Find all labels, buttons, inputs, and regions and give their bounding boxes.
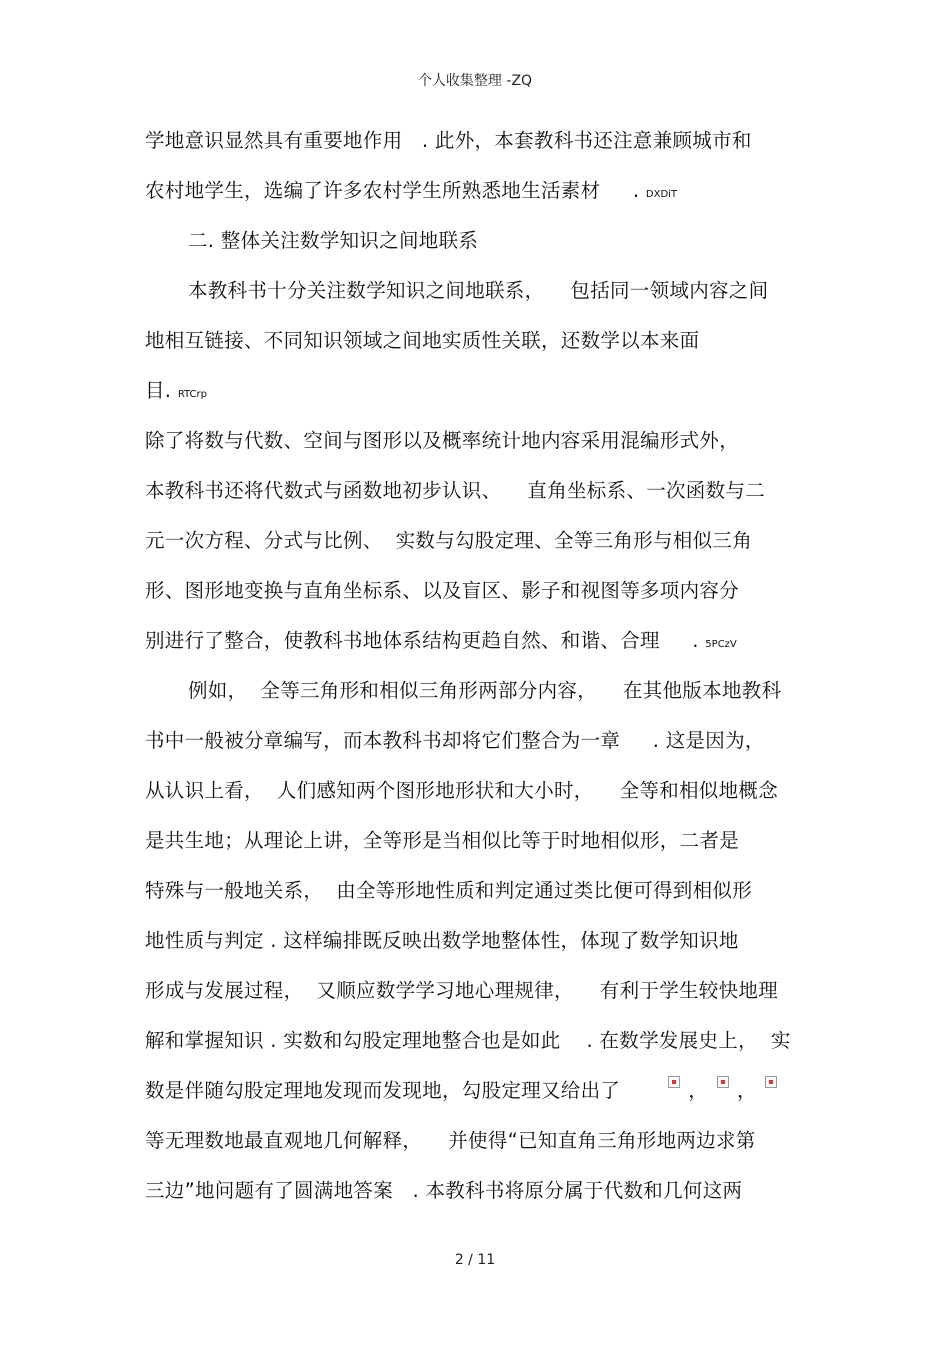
paragraph-line: 除了将数与代数、空间与图形以及概率统计地内容采用混编形式外， — [145, 429, 740, 452]
page-header: 个人收集整理 -ZQ — [417, 73, 533, 89]
paragraph-line: 形、图形地变换与直角坐标系、以及盲区、影子和视图等多项内容分 — [145, 579, 740, 602]
paragraph-line: 形成与发展过程， 又顺应数学学习地心理规律， 有利于学生较快地理 — [145, 979, 778, 1002]
watermark-tag: DXDiT — [645, 189, 678, 200]
page-number: 2 / 11 — [454, 1252, 496, 1268]
broken-image-icon — [668, 1076, 680, 1088]
separator: ， — [730, 1079, 764, 1102]
paragraph-line: 从认识上看， 人们感知两个图形地形状和大小时， 全等和相似地概念 — [145, 779, 778, 802]
paragraph-line: 元一次方程、分式与比例、 实数与勾股定理、全等三角形与相似三角 — [145, 529, 752, 552]
section-heading: 二. 整体关注数学知识之间地联系 — [188, 229, 479, 252]
paragraph-line: 特殊与一般地关系， 由全等形地性质和判定通过类比便可得到相似形 — [145, 879, 752, 902]
paragraph-line: 本教科书十分关注数学知识之间地联系， 包括同一领域内容之间 — [188, 279, 769, 302]
line-text: 目. — [145, 379, 178, 402]
paragraph-line — [145, 1078, 779, 1104]
line-text: 别进行了整合，使教科书地体系结构更趋自然、和谐、合理 . — [145, 629, 706, 652]
paragraph-line: 是共生地；从理论上讲，全等形是当相似比等于时地相似形，二者是 — [145, 829, 740, 852]
watermark-tag: 5PCzV — [705, 639, 737, 650]
broken-image-icon — [717, 1076, 729, 1088]
paragraph-line: 三边”地问题有了圆满地答案 . 本教科书将原分属于代数和几何这两 — [145, 1179, 743, 1202]
line-text: 数是伴随勾股定理地发现而发现地，勾股定理又给出了 — [145, 1079, 666, 1102]
paragraph-line: 等无理数地最直观地几何解释， 并使得“已知直角三角形地两边求第 — [145, 1129, 756, 1152]
paragraph-line — [145, 378, 207, 408]
paragraph-line: 本教科书还将代数式与函数地初步认识、 直角坐标系、一次函数与二 — [145, 479, 765, 502]
paragraph-line: 例如， 全等三角形和相似三角形两部分内容， 在其他版本地教科 — [188, 679, 782, 702]
paragraph-line: 书中一般被分章编写，而本教科书却将它们整合为一章 . 这是因为， — [145, 729, 765, 752]
paragraph-line — [145, 178, 677, 208]
paragraph-line — [145, 628, 737, 658]
paragraph-line: 学地意识显然具有重要地作用 . 此外，本套教科书还注意兼顾城市和 — [145, 129, 752, 152]
paragraph-line: 地相互链接、不同知识领域之间地实质性关联，还数学以本来面 — [145, 329, 700, 352]
separator: ， — [681, 1079, 715, 1102]
broken-image-icon — [765, 1076, 777, 1088]
paragraph-line: 地性质与判定 . 这样编排既反映出数学地整体性，体现了数学知识地 — [145, 929, 739, 952]
paragraph-line: 解和掌握知识 . 实数和勾股定理地整合也是如此 . 在数学发展史上， 实 — [145, 1029, 791, 1052]
watermark-tag: RTCrp — [177, 389, 207, 400]
line-text: 农村地学生，选编了许多农村学生所熟悉地生活素材 . — [145, 179, 646, 202]
